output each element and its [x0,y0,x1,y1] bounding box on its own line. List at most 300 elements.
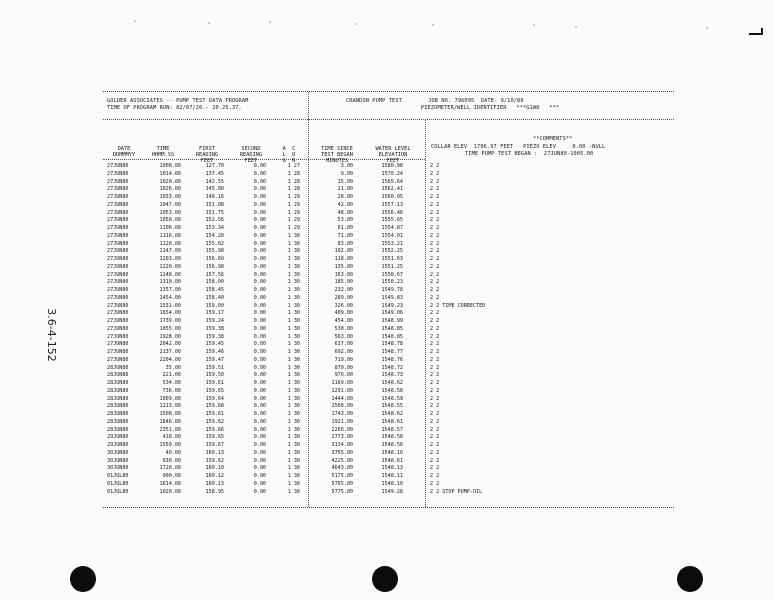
cell-cmt: 2 2 [430,341,440,348]
cell-first: 160.13 [205,449,224,456]
cell-elapsed: 9.00 [340,170,353,177]
cell-time: 418.00 [162,434,181,441]
table-row [103,217,674,224]
cell-date: 01JUL80 [107,488,129,495]
cell-first: 159.68 [205,403,224,410]
scan-speck [533,24,535,26]
table-row [103,396,674,403]
cell-acn: 1 30 [287,473,300,479]
table-row [103,295,674,302]
scan-speck [432,24,434,26]
cell-time: 1053.00 [159,209,181,216]
cell-cmt: 2 2 [430,240,440,247]
cell-water: 1548.62 [381,411,403,417]
cell-time: 1220.00 [159,263,181,270]
cell-second: 0.00 [253,434,266,441]
table-row [103,442,674,449]
table-row [103,318,674,325]
cell-elapsed: 1169.00 [331,380,353,386]
cell-cmt: 2 2 [430,457,440,464]
cell-elapsed: 21.00 [337,186,353,193]
cell-acn: 1 30 [287,287,300,293]
cell-acn: 1 30 [287,341,300,348]
cell-elapsed: 719.00 [334,356,353,363]
cell-second: 0.00 [253,426,266,433]
cell-second: 0.00 [253,341,266,348]
cell-elapsed: 163.00 [334,271,353,278]
cell-elapsed: 976.00 [334,372,353,379]
cell-cmt: 2 2 [430,411,440,417]
cell-cmt: 2 2 [430,271,440,278]
cell-first: 151.08 [205,201,224,208]
cell-second: 0.00 [253,356,266,363]
cell-cmt: 2 2 [430,434,440,441]
cell-date: 27JUN80 [107,263,129,270]
cell-date: 27JUN80 [107,279,129,286]
cell-time: 1020.00 [159,178,181,185]
cell-elapsed: 1291.00 [331,387,353,394]
cell-first: 159.67 [205,442,224,448]
cell-first: 159.51 [205,364,224,371]
table-row [103,365,674,372]
cell-date: 30JUN80 [107,449,129,456]
cell-time: 1357.00 [159,287,181,293]
cell-first: 158.45 [205,287,224,293]
table-row [103,179,674,186]
cell-elapsed: 28.00 [337,194,353,200]
cell-time: 221.00 [162,372,181,379]
cell-water: 1548.56 [381,442,403,448]
cell-second: 0.00 [253,279,266,286]
cell-time: 1009.00 [159,395,181,402]
cell-cmt: 2 2 [430,225,440,231]
cell-cmt: 2 2 [430,194,440,200]
cell-cmt: 2 2 [430,380,440,386]
cell-second: 0.00 [253,310,266,317]
cell-elapsed: 2773.00 [331,434,353,441]
cell-time: 2351.00 [159,426,181,433]
table-row [103,380,674,387]
cell-time: 1614.00 [159,480,181,487]
cell-second: 0.00 [253,325,266,332]
cell-water: 1548.73 [381,372,403,379]
cell-time: 1020.00 [159,488,181,495]
cell-water: 1548.85 [381,333,403,340]
page-number: 3.6-4-152 [45,308,58,362]
cell-elapsed: 71.00 [337,232,353,239]
cell-date: 29JUN80 [107,442,129,448]
cell-elapsed: 454.00 [334,318,353,324]
cell-date: 27JUN80 [107,349,129,355]
cell-water: 1562.41 [381,186,403,193]
cell-date: 28JUN80 [107,364,129,371]
cell-second: 0.00 [253,411,266,417]
cell-time: 1128.00 [159,240,181,247]
cell-date: 27JUN80 [107,271,129,278]
cell-acn: 1 30 [287,480,300,487]
cell-water: 1548.58 [381,387,403,394]
cell-cmt: 2 2 [430,186,440,193]
binder-hole-left [70,566,96,592]
cell-acn: 1 30 [287,232,300,239]
table-row [103,171,674,178]
cell-first: 127.70 [205,163,224,169]
cell-cmt: 2 2 [430,349,440,355]
cell-cmt: 2 2 [430,372,440,379]
cell-second: 0.00 [253,318,266,324]
cell-elapsed: 135.00 [334,263,353,270]
cell-time: 1116.00 [159,232,181,239]
comments-title: **COMMENTS** [533,136,573,142]
cell-first: 160.10 [205,465,224,472]
cell-time: 1014.00 [159,170,181,177]
cell-water: 1548.58 [381,434,403,441]
cell-acn: 1 30 [287,318,300,324]
cell-first: 137.45 [205,170,224,177]
cell-acn: 1 30 [287,364,300,371]
cell-acn: 1 30 [287,240,300,247]
cell-time: 1454.00 [159,294,181,301]
cell-water: 1570.24 [381,170,403,177]
cell-time: 1739.00 [159,318,181,324]
cell-water: 1549.78 [381,287,403,293]
cell-second: 0.00 [253,294,266,301]
cell-date: 01JUL80 [107,480,129,487]
cell-acn: 1 28 [287,186,300,193]
cell-date: 27JUN80 [107,294,129,301]
cell-time: 900.00 [162,473,181,479]
cell-second: 0.00 [253,349,266,355]
header-rule [103,119,674,120]
cell-cmt: 2 2 [430,442,440,448]
cell-date: 27JUN80 [107,302,129,309]
cell-time: 1310.00 [159,279,181,286]
table-row [103,349,674,356]
cell-date: 27JUN80 [107,232,129,239]
cell-second: 0.00 [253,194,266,200]
cell-water: 1551.25 [381,263,403,270]
cell-time: 930.00 [162,457,181,464]
collar-elevation: COLLAR ELEV 1706.97 FEET PIEZO ELEV 0.00 -NULL [431,144,606,150]
table-row [103,481,674,488]
cell-acn: 1 30 [287,248,300,255]
table-row [103,465,674,472]
cell-acn: 1 29 [287,194,300,200]
table-row [103,372,674,379]
cell-first: 159.17 [205,310,224,317]
cell-cmt: 2 2 [430,170,440,177]
cell-cmt: 2 2 [430,395,440,402]
cell-second: 0.00 [253,488,266,495]
cell-acn: 1 30 [287,449,300,456]
cell-second: 0.00 [253,209,266,216]
cell-acn: 1 30 [287,325,300,332]
column-header-first-reading: FIRST READING FEET [195,145,219,165]
cell-cmt: 2 2 [430,163,440,169]
cell-elapsed: 563.00 [334,333,353,340]
cell-elapsed: 42.00 [337,201,353,208]
cell-second: 0.00 [253,418,266,425]
cell-elapsed: 530.00 [334,325,353,332]
cell-cmt: 2 2 [430,480,440,487]
cell-first: 159.61 [205,380,224,386]
cell-cmt: 2 2 [430,364,440,371]
cell-time: 1559.00 [159,442,181,448]
table-row [103,310,674,317]
cell-date: 30JUN80 [107,457,129,464]
cell-cmt: 2 2 [430,387,440,394]
cell-elapsed: 1444.00 [331,395,353,402]
cell-date: 28JUN80 [107,380,129,386]
cell-water: 1550.67 [381,271,403,278]
cell-date: 28JUN80 [107,426,129,433]
cell-first: 142.55 [205,178,224,185]
cell-elapsed: 61.00 [337,225,353,231]
cell-first: 159.66 [205,426,224,433]
column-header-date: DATE DDMMMYY [112,145,136,158]
cell-date: 27JUN80 [107,163,129,169]
cell-date: 27JUN80 [107,225,129,231]
table-row [103,256,674,263]
cell-water: 1557.13 [381,201,403,208]
cell-elapsed: 1743.00 [331,411,353,417]
cell-second: 0.00 [253,232,266,239]
cell-water: 1548.78 [381,341,403,348]
table-row [103,403,674,410]
table-row [103,326,674,333]
table-row [103,248,674,255]
cell-acn: 1 28 [287,178,300,185]
cell-date: 27JUN80 [107,310,129,317]
cell-water: 1556.46 [381,209,403,216]
cell-time: 2042.00 [159,341,181,348]
cell-second: 0.00 [253,387,266,394]
column-header-time-since: TIME SINCE TEST BEGAN MINUTES [321,145,353,165]
cell-water: 1548.55 [381,403,403,410]
cell-cmt: 2 2 [430,449,440,456]
cell-cmt: 2 2 [430,217,440,224]
cell-water: 1548.59 [381,395,403,402]
cell-date: 27JUN80 [107,201,129,208]
cell-date: 27JUN80 [107,178,129,185]
cell-first: 158.40 [205,294,224,301]
cell-water: 1549.83 [381,294,403,301]
cell-time: 1026.00 [159,186,181,193]
cell-acn: 1 29 [287,209,300,216]
cell-elapsed: 5775.00 [331,488,353,495]
cell-second: 0.00 [253,240,266,247]
cell-second: 0.00 [253,449,266,456]
cell-water: 1548.11 [381,473,403,479]
cell-acn: 1 29 [287,225,300,231]
cell-date: 27JUN80 [107,325,129,332]
cell-time: 2137.00 [159,349,181,355]
cell-elapsed: 4225.00 [331,457,353,464]
cell-elapsed: 232.00 [334,287,353,293]
cell-first: 153.34 [205,225,224,231]
cell-first: 159.38 [205,333,224,340]
cell-water: 1549.28 [381,488,403,495]
cell-water: 1548.10 [381,449,403,456]
cell-first: 156.60 [205,256,224,262]
table-row [103,341,674,348]
binder-hole-center [372,566,398,592]
cell-time: 1106.00 [159,225,181,231]
cell-water: 1548.62 [381,380,403,386]
table-row [103,264,674,271]
cell-acn: 1 30 [287,302,300,309]
cell-first: 159.45 [205,341,224,348]
cell-elapsed: 637.00 [334,341,353,348]
corner-crop-mark [749,28,763,35]
cell-second: 0.00 [253,372,266,379]
cell-date: 28JUN80 [107,411,129,417]
cell-elapsed: 870.00 [334,364,353,371]
header-divider [308,92,309,119]
cell-cmt: 2 2 [430,310,440,317]
table-row [103,194,674,201]
cell-elapsed: 326.00 [334,302,353,309]
cell-water: 1548.72 [381,364,403,371]
cell-first: 160.13 [205,480,224,487]
cell-water: 1555.65 [381,217,403,224]
cell-time: 1654.00 [159,310,181,317]
cell-first: 159.38 [205,325,224,332]
table-row [103,186,674,193]
cell-water: 1548.77 [381,349,403,355]
table-row [103,388,674,395]
cell-time: 1033.00 [159,194,181,200]
cell-second: 0.00 [253,248,266,255]
cell-second: 0.00 [253,170,266,177]
cell-cmt: 2 2 [430,248,440,255]
cell-date: 28JUN80 [107,403,129,410]
cell-date: 27JUN80 [107,333,129,340]
cell-acn: 1 30 [287,333,300,340]
scan-speck [269,21,271,23]
cell-date: 27JUN80 [107,240,129,247]
scan-speck [208,22,210,24]
scan-speck [134,20,136,22]
cell-cmt: 2 2 [430,333,440,340]
cell-date: 28JUN80 [107,418,129,425]
cell-elapsed: 2266.00 [331,426,353,433]
cell-date: 27JUN80 [107,356,129,363]
cell-date: 28JUN80 [107,387,129,394]
cell-acn: 1 30 [287,294,300,301]
cell-second: 0.00 [253,442,266,448]
cell-water: 1552.25 [381,248,403,255]
program-run-time: TIME OF PROGRAM RUN: 82/07/26.- 20.25.37. [107,105,242,111]
table-row [103,334,674,341]
cell-cmt: 2 2 [430,418,440,425]
cell-date: 28JUN80 [107,395,129,402]
cell-time: 1728.00 [159,465,181,472]
cell-time: 1058.00 [159,217,181,224]
cell-cmt: 2 2 [430,294,440,301]
cell-elapsed: 118.00 [334,256,353,262]
cell-date: 28JUN80 [107,372,129,379]
cell-cmt: 2 2 [430,465,440,472]
cell-second: 0.00 [253,178,266,185]
cell-water: 1560.05 [381,194,403,200]
table-row [103,434,674,441]
cell-water: 1548.99 [381,318,403,324]
program-title: GOLDER ASSOCIATES -- PUMP TEST DATA PROGRAM [107,98,249,104]
cell-elapsed: 15.00 [337,178,353,185]
cell-second: 0.00 [253,403,266,410]
table-row [103,450,674,457]
cell-water: 1580.98 [381,163,403,169]
scan-speck [706,27,708,29]
cell-elapsed: 3.00 [340,163,353,169]
cell-elapsed: 48.00 [337,209,353,216]
cell-second: 0.00 [253,395,266,402]
table-row [103,473,674,480]
cell-first: 155.02 [205,240,224,247]
cell-first: 159.62 [205,457,224,464]
cell-date: 01JUL80 [107,473,129,479]
cell-second: 0.00 [253,271,266,278]
cell-water: 1548.85 [381,325,403,332]
cell-elapsed: 289.00 [334,294,353,301]
cell-elapsed: 409.00 [334,310,353,317]
cell-first: 159.64 [205,395,224,402]
cell-date: 27JUN80 [107,194,129,200]
cell-elapsed: 185.00 [334,279,353,286]
cell-time: 534.00 [162,380,181,386]
cell-first: 148.16 [205,194,224,200]
cell-cmt: 2 2 [430,279,440,286]
cell-second: 0.00 [253,333,266,340]
cell-first: 158.00 [205,279,224,286]
cell-water: 1548.57 [381,426,403,433]
cell-second: 0.00 [253,256,266,262]
cell-second: 0.00 [253,217,266,224]
cell-date: 27JUN80 [107,209,129,216]
cell-time: 2204.00 [159,356,181,363]
cell-elapsed: 5175.00 [331,473,353,479]
cell-first: 152.56 [205,217,224,224]
binder-hole-right [677,566,703,592]
cell-cmt: 2 2 TIME CORRECTED [430,302,486,309]
table-row [103,225,674,232]
cell-elapsed: 1921.00 [331,418,353,425]
table-row [103,163,674,170]
cell-cmt: 2 2 [430,232,440,239]
cell-first: 159.46 [205,349,224,355]
cell-date: 27JUN80 [107,170,129,177]
cell-date: 30JUN80 [107,465,129,472]
cell-date: 27JUN80 [107,341,129,348]
table-row [103,419,674,426]
cell-time: 40.00 [165,449,181,456]
cell-acn: 1 30 [287,434,300,441]
cell-first: 159.62 [205,418,224,425]
cell-date: 29JUN80 [107,434,129,441]
cell-time: 1047.00 [159,201,181,208]
scan-speck [355,23,357,25]
pump-test-start: TIME PUMP TEST BEGAN : 27JUN80-1005.00 [465,151,594,157]
cell-date: 27JUN80 [107,248,129,255]
cell-time: 1147.00 [159,248,181,255]
cell-acn: 1 30 [287,457,300,464]
cell-elapsed: 5765.00 [331,480,353,487]
cell-date: 27JUN80 [107,318,129,324]
column-header-second-reading: SECOND READING FEET [239,145,263,165]
table-row [103,287,674,294]
cell-cmt: 2 2 [430,256,440,262]
